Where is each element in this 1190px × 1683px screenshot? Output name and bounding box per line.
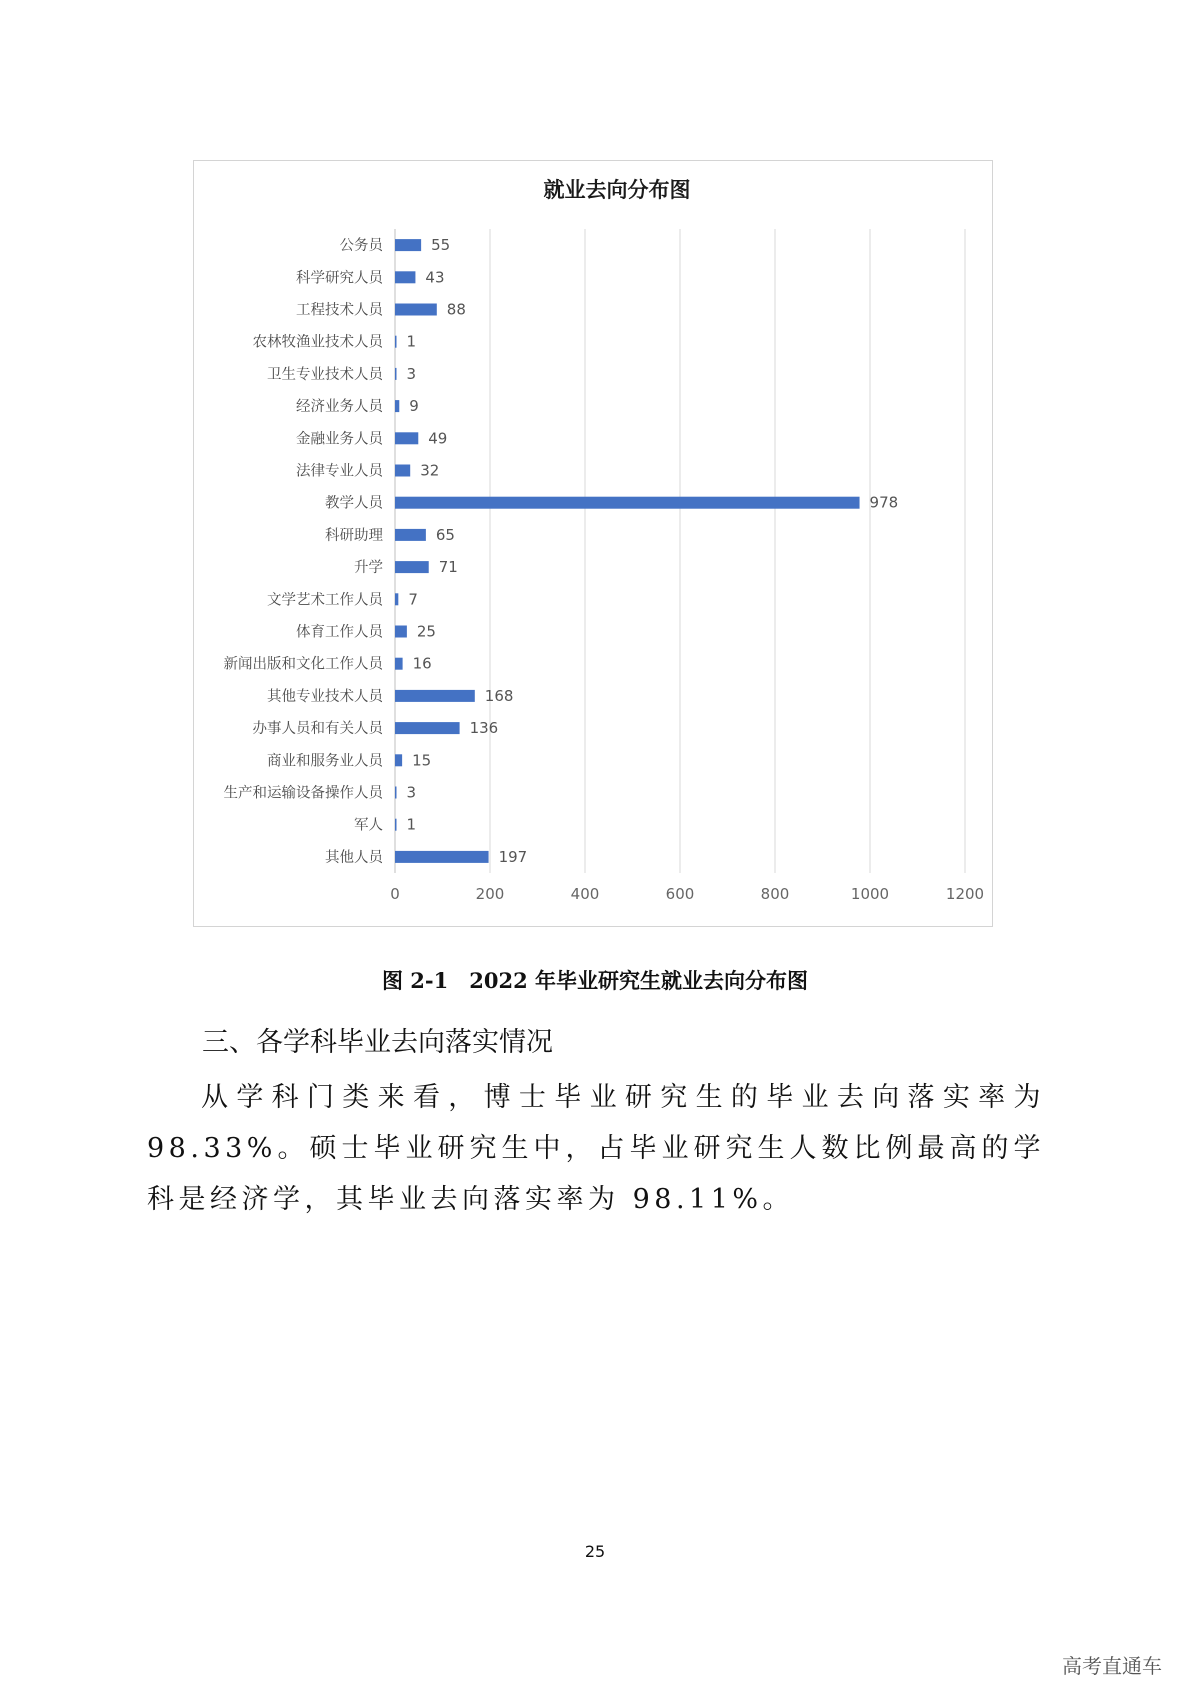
value-label: 49 <box>428 429 448 448</box>
value-label: 32 <box>420 461 440 480</box>
bars <box>395 239 860 863</box>
category-label: 生产和运输设备操作人员 <box>223 785 383 802</box>
x-tick-label: 0 <box>390 885 400 903</box>
category-label: 科研助理 <box>325 527 383 544</box>
bar <box>395 593 398 605</box>
bar <box>395 754 402 766</box>
category-label: 其他专业技术人员 <box>267 688 383 705</box>
bar <box>395 239 421 251</box>
x-tick-label: 200 <box>475 885 505 903</box>
value-label: 1 <box>406 332 417 351</box>
bar <box>395 529 426 541</box>
bar <box>395 304 437 316</box>
bar <box>395 658 403 670</box>
section-heading: 三、各学科毕业去向落实情况 <box>202 1027 553 1058</box>
bar <box>395 271 415 283</box>
value-label: 3 <box>406 783 417 802</box>
bar <box>395 851 489 863</box>
value-label: 65 <box>435 525 455 544</box>
bar <box>395 465 410 477</box>
x-tick-label: 1200 <box>945 885 985 903</box>
category-label: 其他人员 <box>325 849 383 866</box>
category-label: 科学研究人员 <box>296 270 383 287</box>
value-label: 1 <box>406 815 417 834</box>
category-label: 金融业务人员 <box>296 431 383 448</box>
body-paragraph: 从学科门类来看，博士毕业研究生的毕业去向落实率为 98.33%。硕士毕业研究生中，占毕业研究生人数比例最高的学科是经济学，其毕业去向落实率为 98.11%。 <box>147 1082 1045 1215</box>
bar <box>395 561 429 573</box>
bar <box>395 336 397 348</box>
bar <box>395 690 475 702</box>
x-tick-label: 800 <box>760 885 790 903</box>
page-number: 25 <box>584 1542 606 1561</box>
gridlines <box>395 229 965 873</box>
category-label: 商业和服务业人员 <box>267 753 383 770</box>
x-tick-label: 400 <box>570 885 600 903</box>
category-label: 工程技术人员 <box>296 302 383 319</box>
category-label: 农林牧渔业技术人员 <box>252 334 383 351</box>
watermark: 高考直通车 <box>1062 1654 1162 1678</box>
category-label: 军人 <box>354 817 383 834</box>
chart-title: 就业去向分布图 <box>543 178 691 202</box>
value-label: 15 <box>412 751 432 770</box>
value-label: 197 <box>498 847 528 866</box>
bar <box>395 497 860 509</box>
value-label: 168 <box>484 686 514 705</box>
bar <box>395 722 460 734</box>
bar <box>395 819 397 831</box>
value-label: 88 <box>446 300 466 319</box>
category-label: 文学艺术工作人员 <box>267 592 383 609</box>
bar <box>395 432 418 444</box>
bar <box>395 787 397 799</box>
category-label: 新闻出版和文化工作人员 <box>223 656 383 673</box>
value-label: 9 <box>409 397 419 416</box>
value-label: 71 <box>438 558 458 577</box>
category-label: 升学 <box>354 560 383 577</box>
figure-caption: 图 2-1 2022 年毕业研究生就业去向分布图 <box>381 968 808 993</box>
category-label: 办事人员和有关人员 <box>252 721 383 738</box>
value-label: 978 <box>869 493 899 512</box>
value-label: 43 <box>425 268 445 287</box>
category-label: 卫生专业技术人员 <box>267 366 383 383</box>
category-label: 经济业务人员 <box>296 399 383 416</box>
category-label: 法律专业人员 <box>296 463 383 480</box>
value-label: 7 <box>408 590 418 609</box>
x-tick-label: 600 <box>665 885 695 903</box>
x-tick-label: 1000 <box>850 885 890 903</box>
category-label: 教学人员 <box>325 495 383 512</box>
value-label: 55 <box>431 236 451 255</box>
bar-chart <box>194 161 994 928</box>
bar <box>395 368 397 380</box>
chart-frame <box>193 160 993 927</box>
category-label: 体育工作人员 <box>296 624 383 641</box>
bar <box>395 626 407 638</box>
category-label: 公务员 <box>339 238 383 255</box>
bar <box>395 400 399 412</box>
value-label: 3 <box>406 364 417 383</box>
value-label: 25 <box>416 622 436 641</box>
value-label: 16 <box>412 654 432 673</box>
value-label: 136 <box>469 719 499 738</box>
